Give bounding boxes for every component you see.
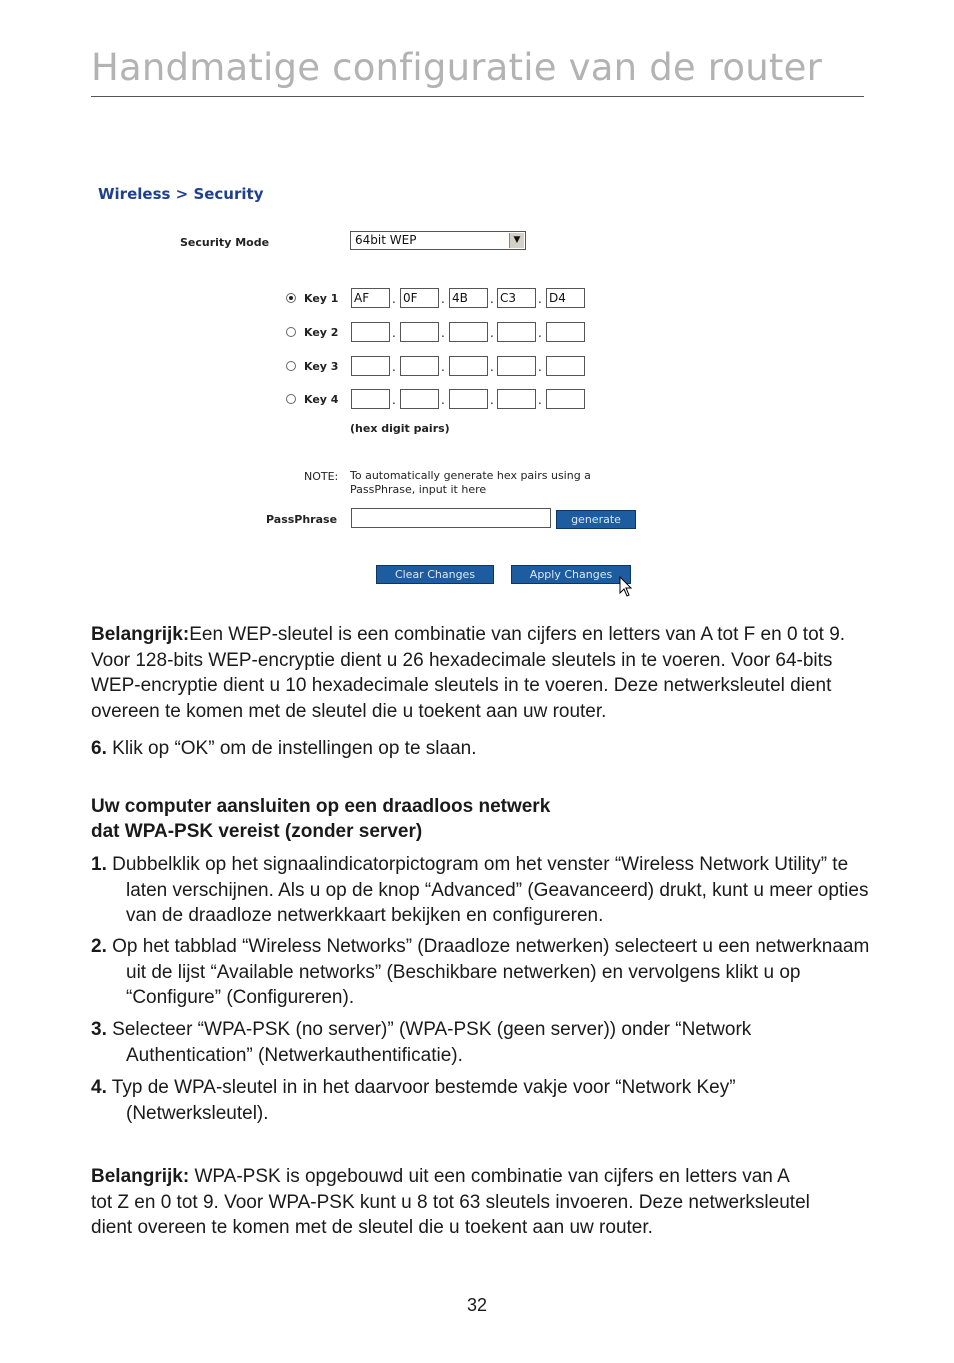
- step-number: 4.: [91, 1077, 107, 1098]
- step-text: Typ de WPA-sleutel in in het daarvoor bestemde vakje voor “Network Key” (Netwerksleutel).: [111, 1077, 736, 1124]
- hex-pair-input[interactable]: [546, 322, 585, 342]
- hex-pair-input[interactable]: [351, 389, 390, 409]
- separator-dot: .: [490, 292, 494, 306]
- important-text: Een WEP-sleutel is een combinatie van cijfers en letters van A tot F en 0 tot 9. Voor 128-bits WEP-encryptie dient u 26 hexadecimale sleutels in te voeren. Voor 64-bits WEP-encryptie dient u 10 hexadecimale sleutels in te voeren. Deze netwerksleutel dient overeen te komen met de sleutel die u toekent aan uw router.: [91, 624, 846, 722]
- separator-dot: .: [538, 393, 542, 407]
- hex-pair-input[interactable]: 0F: [400, 288, 439, 308]
- passphrase-input[interactable]: [351, 508, 551, 528]
- hex-pair-input[interactable]: [497, 322, 536, 342]
- key-radio-1[interactable]: [286, 293, 296, 303]
- chevron-down-icon[interactable]: ▼: [509, 233, 524, 248]
- separator-dot: .: [392, 326, 396, 340]
- router-screenshot: [0, 0, 954, 620]
- separator-dot: .: [490, 326, 494, 340]
- key-radio-3[interactable]: [286, 361, 296, 371]
- section-heading-line1: Uw computer aansluiten op een draadloos netwerk: [91, 796, 551, 817]
- separator-dot: .: [392, 292, 396, 306]
- step-number: 3.: [91, 1019, 107, 1040]
- separator-dot: .: [538, 326, 542, 340]
- hex-pair-input[interactable]: 4B: [449, 288, 488, 308]
- hex-hint: (hex digit pairs): [350, 422, 450, 435]
- list-item: [91, 934, 871, 1011]
- hex-pair-input[interactable]: [400, 389, 439, 409]
- hex-pair-input[interactable]: [546, 389, 585, 409]
- key-radio-4[interactable]: [286, 394, 296, 404]
- hex-pair-input[interactable]: C3: [497, 288, 536, 308]
- separator-dot: .: [441, 393, 445, 407]
- separator-dot: .: [538, 292, 542, 306]
- hex-pair-input[interactable]: [351, 356, 390, 376]
- hex-pair-input[interactable]: [351, 322, 390, 342]
- separator-dot: .: [441, 292, 445, 306]
- list-item: [91, 1017, 871, 1068]
- hex-pair-input[interactable]: [497, 389, 536, 409]
- mouse-cursor-icon: [619, 576, 633, 598]
- separator-dot: .: [441, 360, 445, 374]
- separator-dot: .: [490, 393, 494, 407]
- step-number: 6.: [91, 738, 107, 759]
- important-note-wpa: [91, 1164, 811, 1241]
- security-mode-select[interactable]: [350, 231, 526, 250]
- list-item: [91, 852, 871, 929]
- security-mode-label: Security Mode: [180, 236, 270, 249]
- key-label: Key 2: [304, 326, 339, 339]
- key-radio-2[interactable]: [286, 327, 296, 337]
- security-mode-value: 64bit WEP: [355, 233, 417, 247]
- separator-dot: .: [441, 326, 445, 340]
- step-number: 2.: [91, 936, 107, 957]
- note-label: NOTE:: [304, 470, 339, 483]
- separator-dot: .: [490, 360, 494, 374]
- hex-pair-input[interactable]: [400, 356, 439, 376]
- important-label: Belangrijk:: [91, 1166, 190, 1187]
- breadcrumb[interactable]: Wireless > Security: [98, 185, 264, 203]
- key-label: Key 3: [304, 360, 339, 373]
- passphrase-label: PassPhrase: [266, 513, 338, 526]
- step-text: Op het tabblad “Wireless Networks” (Draadloze netwerken) selecteert u een netwerknaam uit de lijst “Available networks” (Beschikbare netwerken) en vervolgens klikt u op “Configure” (Configureren).: [112, 936, 870, 1008]
- page-title: Handmatige configuratie van de router: [91, 46, 822, 89]
- important-label: Belangrijk:: [91, 624, 190, 645]
- step-text: Selecteer “WPA-PSK (no server)” (WPA-PSK (geen server)) onder “Network Authentication” (Netwerkauthentificatie).: [112, 1019, 752, 1066]
- separator-dot: .: [392, 393, 396, 407]
- hex-pair-input[interactable]: [546, 356, 585, 376]
- step-6: [91, 736, 871, 762]
- separator-dot: .: [392, 360, 396, 374]
- hex-pair-input[interactable]: D4: [546, 288, 585, 308]
- section-heading-line2: dat WPA-PSK vereist (zonder server): [91, 821, 423, 842]
- separator-dot: .: [538, 360, 542, 374]
- important-text: WPA-PSK is opgebouwd uit een combinatie van cijfers en letters van A tot Z en 0 tot 9. Voor WPA-PSK kunt u 8 tot 63 sleutels invoeren. Deze netwerksleutel dient overeen te komen met de sleutel die u toekent aan uw router.: [91, 1166, 810, 1238]
- important-note-wep: [91, 622, 871, 724]
- hex-pair-input[interactable]: [449, 322, 488, 342]
- list-item: [91, 1075, 871, 1126]
- hex-pair-input[interactable]: [449, 389, 488, 409]
- generate-button[interactable]: generate: [556, 510, 636, 529]
- key-label: Key 4: [304, 393, 339, 406]
- step-text: Dubbelklik op het signaalindicatorpictogram om het venster “Wireless Network Utility” te laten verschijnen. Als u op de knop “Advanced” (Geavanceerd) drukt, kunt u meer opties van de draadloze netwerkkaart bekijken en configureren.: [112, 854, 869, 926]
- key-label: Key 1: [304, 292, 339, 305]
- hex-pair-input[interactable]: [449, 356, 488, 376]
- hex-pair-input[interactable]: AF: [351, 288, 390, 308]
- step-number: 1.: [91, 854, 107, 875]
- clear-changes-button[interactable]: Clear Changes: [376, 565, 494, 584]
- page-number: 32: [466, 1295, 488, 1315]
- note-text: To automatically generate hex pairs using a PassPhrase, input it here: [350, 469, 591, 496]
- hex-pair-input[interactable]: [497, 356, 536, 376]
- apply-changes-button[interactable]: Apply Changes: [511, 565, 631, 584]
- step-text: Klik op “OK” om de instellingen op te slaan.: [112, 738, 477, 759]
- hex-pair-input[interactable]: [400, 322, 439, 342]
